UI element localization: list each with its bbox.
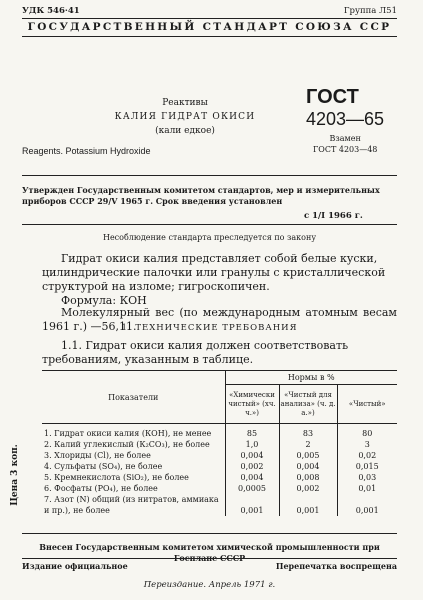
row-parameter: 3. Хлориды (Cl), не более	[42, 450, 225, 461]
reagents-label: Реактивы	[162, 98, 208, 108]
reprint-note: Переиздание. Апрель 1971 г.	[143, 580, 276, 590]
row-parameter: 7. Азот (N) общий (из нитратов, аммиака и пр.), не более	[42, 494, 225, 516]
row-value-analytical-grade: 0,004	[279, 461, 337, 472]
gost-label: ГОСТ	[306, 86, 359, 108]
gost-number: 4203—65	[306, 109, 385, 129]
table-row	[42, 424, 397, 440]
row-value-chemically-pure: 0,004	[225, 450, 279, 461]
footer-rule	[22, 558, 397, 559]
row-value-analytical-grade: 83	[279, 424, 337, 440]
row-parameter: 2. Калий углекислый (К₂СО₃), не более	[42, 439, 225, 450]
title-block	[22, 96, 290, 158]
intro-paragraph: Гидрат окиси калия представляет собой белые куски, цилиндрические палочки или гранулы с кристаллической структурой на изломе; гигроскопичен.	[42, 252, 386, 293]
section-paragraph: 1.1. Гидрат окиси калия должен соответствовать требованиям, указанным в таблице.	[42, 339, 349, 366]
approval-text: Утвержден Государственным комитетом стандартов, мер и измерительных приборов СССР 29/V 1965 г. Срок введения установлен	[22, 185, 380, 206]
row-value-chemically-pure: 0,002	[225, 461, 279, 472]
col-pure: «Чистый»	[337, 385, 397, 424]
row-value-chemically-pure: 1,0	[225, 439, 279, 450]
col-norms: Нормы в %	[225, 371, 397, 385]
replaces-label: Взамен	[329, 134, 361, 143]
replaces-block	[313, 133, 377, 155]
gost-number-block	[306, 86, 384, 130]
approval-rule	[22, 224, 397, 225]
product-name: КАЛИЯ ГИДРАТ ОКИСИ	[114, 112, 256, 122]
table-row	[42, 472, 397, 483]
row-value-chemically-pure: 0,0005	[225, 483, 279, 494]
table-row	[42, 461, 397, 472]
banner-rule	[22, 36, 397, 37]
col-analytical-grade: «Чистый для анализа» (ч. д. а.»)	[279, 385, 337, 424]
top-rule	[22, 18, 397, 19]
udk-code: УДК 546·41	[22, 6, 80, 16]
title-rule	[22, 175, 397, 176]
row-value-chemically-pure: 85	[225, 424, 279, 440]
row-parameter: 1. Гидрат окиси калия (КОН), не менее	[42, 424, 225, 440]
row-value-pure: 3	[364, 440, 370, 449]
col-chemically-pure: «Химически чистый» (хч. ч.»)	[225, 385, 279, 424]
row-value-pure: 0,02	[358, 451, 377, 460]
formula-line: Формула: КОН	[61, 294, 147, 307]
row-value-pure: 80	[362, 429, 373, 438]
row-value-chemically-pure: 0,001	[225, 494, 279, 516]
row-value-pure: 0,01	[358, 484, 377, 493]
table-row	[42, 494, 397, 516]
row-value-analytical-grade: 2	[279, 439, 337, 450]
effective-date: с 1/I 1966 г.	[304, 211, 363, 221]
english-title: Reagents. Potassium Hydroxide	[22, 146, 151, 156]
row-value-analytical-grade: 0,002	[279, 483, 337, 494]
table-row	[42, 450, 397, 461]
standard-banner: ГОСУДАРСТВЕННЫЙ СТАНДАРТ СОЮЗА ССР	[27, 21, 392, 33]
table-body	[42, 424, 397, 517]
molecular-weight: Молекулярный вес (по международным атомным весам 1961 г.) —56,11.	[42, 306, 397, 333]
row-value-pure: 0,015	[355, 462, 379, 471]
row-value-pure: 0,001	[355, 506, 379, 515]
requirements-table-wrap	[42, 370, 397, 516]
col-parameter: Показатели	[42, 371, 225, 424]
table-bottom-rule	[22, 533, 397, 534]
copyright-label: Перепечатка воспрещена	[275, 561, 397, 571]
row-parameter: 4. Сульфаты (SO₄), не более	[42, 461, 225, 472]
replaces-value: ГОСТ 4203—48	[313, 145, 378, 154]
row-value-pure: 0,03	[358, 473, 377, 482]
row-value-analytical-grade: 0,001	[279, 494, 337, 516]
introduced-by: Внесен Государственным комитетом химической промышленности при Госплане СССР	[39, 542, 380, 563]
requirements-table	[42, 370, 397, 516]
row-parameter: 5. Кремнекислота (SiO₂), не более	[42, 472, 225, 483]
group-code: Группа Л51	[343, 6, 397, 16]
price-label: Цена 3 коп.	[10, 444, 20, 506]
table-row	[42, 439, 397, 450]
top-line	[22, 6, 397, 16]
edition-label: Издание официальное	[22, 561, 128, 571]
section-title: 1. ТЕХНИЧЕСКИЕ ТРЕБОВАНИЯ	[121, 323, 298, 333]
table-row	[42, 483, 397, 494]
price-label-wrap	[0, 420, 30, 530]
product-alt-name: (кали едкое)	[155, 126, 215, 136]
legal-notice: Несоблюдение стандарта преследуется по закону	[102, 233, 317, 242]
row-parameter: 6. Фосфаты (PO₄), не более	[42, 483, 225, 494]
row-value-analytical-grade: 0,008	[279, 472, 337, 483]
row-value-chemically-pure: 0,004	[225, 472, 279, 483]
footer-line	[22, 561, 397, 571]
row-value-analytical-grade: 0,005	[279, 450, 337, 461]
